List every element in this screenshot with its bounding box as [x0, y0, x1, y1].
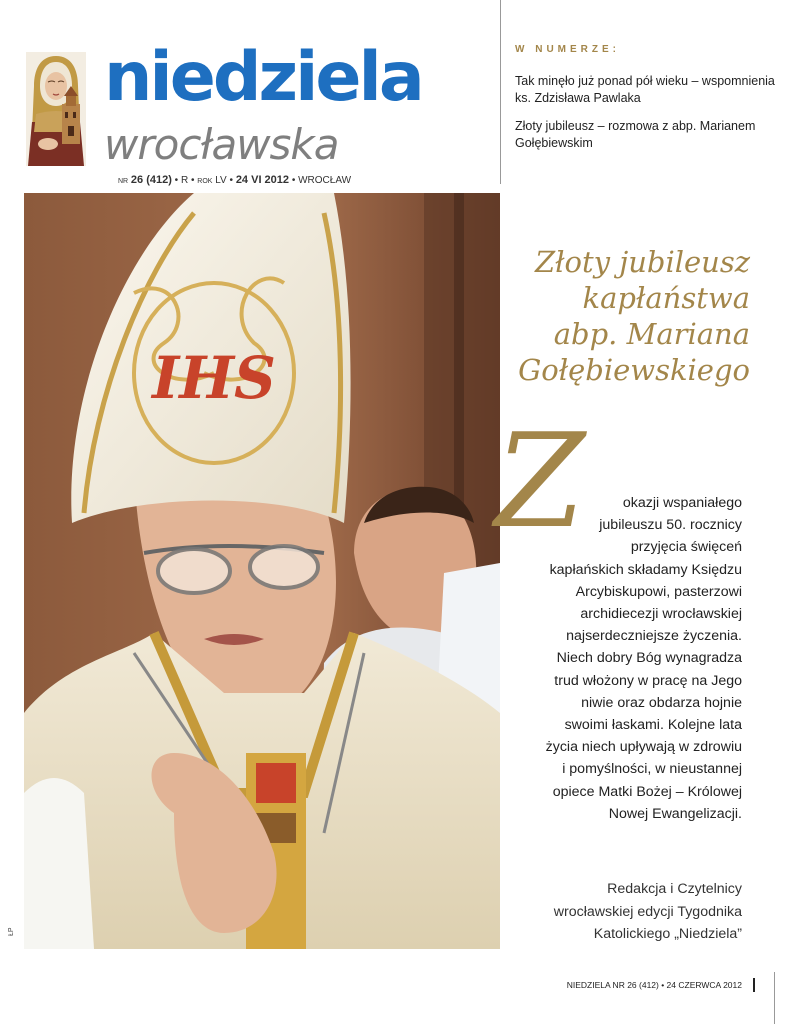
issue-separator: • — [229, 175, 234, 186]
issue-rok-label: ROK — [197, 178, 213, 185]
article-line: trud włożony w pracę na Jego — [554, 672, 742, 689]
contents-item[interactable]: Złoty jubileusz – rozmowa z abp. Marianem Gołębiewskim — [515, 119, 756, 150]
page-footer: NIEDZIELA NR 26 (412) • 24 CZERWCA 2012 — [566, 980, 742, 990]
issue-date: 24 VI 2012 — [235, 174, 290, 186]
issue-separator: • — [174, 175, 179, 186]
article-line: Niech dobry Bóg wynagradza — [556, 650, 742, 667]
saint-logo — [26, 52, 86, 166]
article-line: przyjęcia święceń — [630, 539, 742, 556]
issue-nr-label: NR — [118, 178, 129, 185]
headline — [510, 244, 750, 388]
headline-line: Złoty jubileusz — [534, 245, 750, 279]
article-line: jubileuszu 50. rocznicy — [599, 517, 742, 534]
masthead-subtitle: wrocławska — [104, 120, 339, 169]
contents-box — [515, 44, 785, 163]
article-line: kapłańskich składamy Księdzu — [549, 561, 742, 578]
issue-line — [118, 174, 351, 186]
article-line: swoimi łaskami. Kolejne lata — [564, 717, 742, 734]
signature-line: Redakcja i Czytelnicy — [607, 881, 742, 897]
footer-page-mark — [753, 978, 755, 992]
masthead-title: niedziela — [104, 38, 422, 117]
issue-r-label: R — [180, 175, 189, 186]
contents-item[interactable]: Tak minęło już ponad pół wieku – wspomnienia ks. Zdzisława Pawlaka — [515, 74, 775, 105]
article-line: Nowej Ewangelizacji. — [608, 805, 742, 822]
article-line: okazji wspaniałego — [622, 495, 742, 511]
headline-line: abp. Mariana — [553, 317, 750, 351]
issue-city: WROCŁAW — [298, 175, 352, 186]
issue-separator: • — [291, 175, 296, 186]
article-body — [508, 492, 742, 825]
article-line: życia niech upływają w zdrowiu — [545, 739, 742, 756]
top-divider — [500, 0, 501, 184]
article-line: niwie oraz obdarza hojnie — [581, 694, 742, 711]
photo-credit: ŁP — [8, 927, 15, 936]
dropcap-letter: Z — [494, 410, 586, 550]
headline-line: Gołębiewskiego — [518, 353, 750, 387]
headline-line: kapłaństwa — [582, 281, 750, 315]
article-line: Arcybiskupowi, pasterzowi — [575, 583, 742, 600]
mitre-monogram: IHS — [152, 344, 276, 412]
cover-photo — [24, 193, 500, 949]
article-line: i pomyślności, w nieustannej — [562, 761, 742, 778]
issue-separator: • — [190, 175, 195, 186]
issue-number: 26 (412) — [130, 174, 172, 186]
article-line: najserdeczniejsze życzenia. — [566, 628, 742, 645]
signature — [508, 878, 742, 946]
contents-heading: W NUMERZE: — [515, 44, 620, 55]
signature-line: wrocławskiej edycji Tygodnika — [553, 903, 742, 920]
footer-rule — [774, 972, 775, 1024]
issue-rok-value: LV — [215, 175, 227, 186]
signature-line: Katolickiego „Niedziela” — [593, 926, 742, 942]
article-line: opiece Matki Bożej – Królowej — [552, 783, 742, 800]
article-line: archidiecezji wrocławskiej — [580, 606, 742, 623]
